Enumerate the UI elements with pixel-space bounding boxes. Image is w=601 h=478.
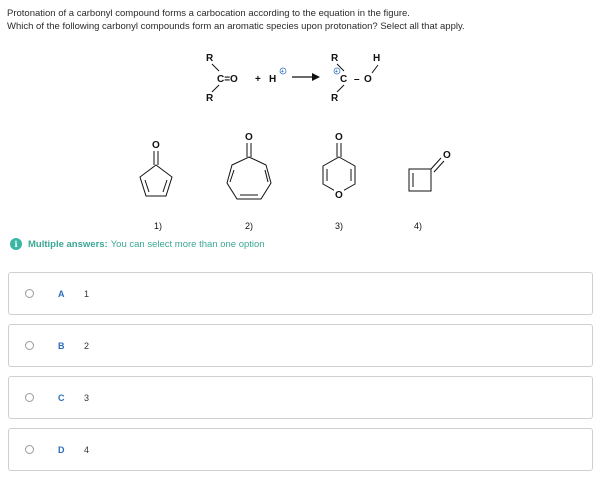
molecule-4-carbonyl-bond [431, 158, 441, 169]
molecule-1-double-1 [163, 180, 167, 192]
answer-options [8, 272, 593, 478]
option-b[interactable] [8, 324, 593, 367]
option-a[interactable] [8, 272, 593, 315]
info-icon: i [10, 238, 22, 250]
reaction-arrow-head-icon [312, 73, 320, 81]
molecule-4-oxygen: O [443, 150, 451, 161]
hint-strong: Multiple answers: [28, 238, 108, 250]
molecule-1-label: 1) [154, 221, 163, 231]
eq-cation-c: C [340, 74, 348, 85]
molecule-3 [323, 132, 355, 231]
question-line-1: Protonation of a carbonyl compound forms a carbocation according to the equation in the figure. [7, 8, 410, 19]
question-line-2: Which of the following carbonyl compounds form an aromatic species upon protonation? Select all that apply. [7, 20, 465, 32]
eq-bond-top-left [212, 64, 219, 71]
option-c[interactable] [8, 376, 593, 419]
option-b-letter: B [58, 340, 65, 351]
eq-r-top-right: R [331, 53, 339, 64]
eq-h-right: H [373, 53, 381, 64]
molecule-2-label: 2) [245, 221, 254, 231]
molecule-1-double-2 [145, 180, 149, 192]
molecule-3-ring [323, 157, 355, 193]
molecule-3-label: 3) [335, 221, 344, 231]
option-c-letter: C [58, 392, 65, 403]
eq-bond-bottom-left [212, 85, 219, 92]
eq-bond-o-h [372, 65, 378, 73]
proton-charge-sign: + [281, 69, 284, 75]
multiple-answers-hint [10, 238, 265, 250]
eq-bond-bottom-right [337, 85, 344, 92]
molecule-2 [227, 132, 271, 231]
eq-cation-o: O [364, 74, 372, 85]
cation-charge-sign: + [335, 69, 338, 75]
eq-r-bottom-left: R [206, 93, 214, 104]
eq-proton: H [269, 74, 277, 85]
molecule-2-ring [227, 157, 271, 199]
option-b-radio[interactable] [25, 341, 34, 350]
option-a-value: 1 [84, 288, 90, 299]
eq-bond-r-right [337, 64, 344, 71]
eq-dash: – [354, 74, 360, 85]
option-d-radio[interactable] [25, 445, 34, 454]
molecule-4-carbonyl-bond-2 [434, 161, 444, 172]
option-a-letter: A [58, 288, 65, 299]
option-d[interactable] [8, 428, 593, 471]
molecule-3-oxygen: O [335, 132, 343, 143]
option-a-radio[interactable] [25, 289, 34, 298]
eq-plus: + [255, 74, 261, 85]
hint-text: You can select more than one option [110, 238, 265, 250]
option-d-letter: D [58, 444, 65, 455]
molecule-1 [140, 140, 172, 231]
option-d-value: 4 [84, 444, 90, 455]
molecule-4 [409, 150, 451, 231]
eq-carbonyl: C=O [217, 74, 238, 85]
molecule-2-oxygen: O [245, 132, 253, 143]
option-c-radio[interactable] [25, 393, 34, 402]
molecule-1-oxygen: O [152, 140, 160, 151]
molecule-4-ring [409, 169, 431, 191]
option-b-value: 2 [84, 340, 90, 351]
eq-r-top-left: R [206, 53, 214, 64]
option-c-value: 3 [84, 392, 90, 403]
molecule-4-label: 4) [414, 221, 423, 231]
reaction-equation [206, 53, 380, 104]
eq-r-bottom-right: R [331, 93, 339, 104]
molecule-3-ring-oxygen: O [335, 190, 343, 201]
